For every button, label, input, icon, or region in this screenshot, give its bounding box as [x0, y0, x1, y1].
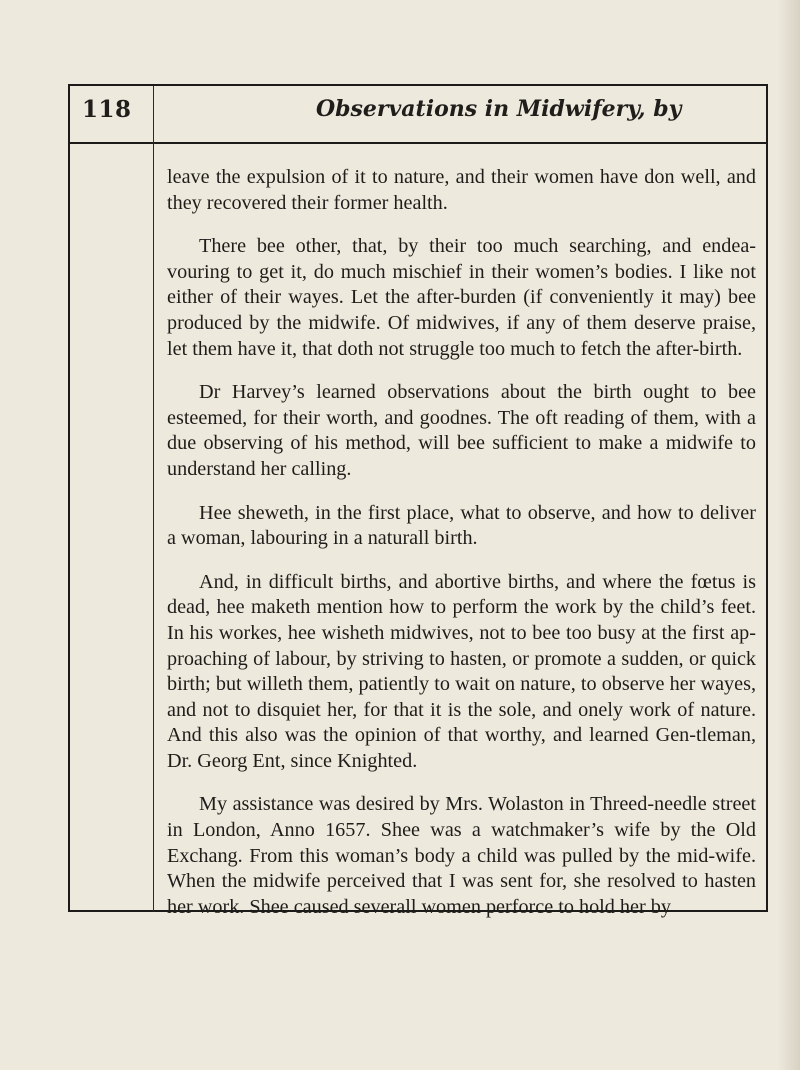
- header-separator: [153, 86, 154, 142]
- top-frame-rule: [68, 84, 768, 86]
- paragraph: Dr Harvey’s learned observations about the birth ought to bee esteemed, for their worth, and goodnes. The oft reading of them, with a due observing of his method, will bee sufficient to make a midwife to understand her calling.: [167, 381, 756, 480]
- left-frame-rule: [68, 84, 70, 912]
- paragraph: There bee other, that, by their too much searching, and endea-vouring to get it, do much mischief in their women’s bodies. I like not either of their wayes. Let the after-burden (if conveniently it may) bee produced by the midwife. Of midwives, if any of them deserve praise, let them have it, that doth not struggle too much to fetch the after-birth.: [167, 235, 756, 360]
- paragraph: leave the expulsion of it to nature, and their women have don well, and they recovered their former health.: [167, 166, 756, 214]
- header-rule: [68, 142, 768, 144]
- page-edge-shadow: [778, 0, 800, 1070]
- page-number: 118: [82, 96, 132, 123]
- running-title: Observations in Midwifery, by: [316, 96, 682, 122]
- paragraph: My assistance was desired by Mrs. Wolaston in Threed-needle street in London, Anno 1657. Shee was a watchmaker’s wife by the Old Exchang. From this woman’s body a child was pulled by the mid-wife. When the midwife perceived that I was sent for, she resolved to hasten her work. Shee caused severall women perforce to hold her by: [167, 793, 756, 918]
- paragraph: Hee sheweth, in the first place, what to observe, and how to deliver a woman, labouring in a naturall birth.: [167, 501, 756, 550]
- right-frame-rule: [766, 84, 768, 912]
- paragraph: And, in difficult births, and abortive births, and where the fœtus is dead, hee maketh mention how to perform the work by the child’s feet. In his workes, hee wisheth midwives, not to bee too busy at the first ap-proaching of labour, by striving to hasten, or promote a sudden, or quick birth; but willeth them, patiently to wait on nature, to observe her wayes, and not to disquiet her, for that it is the sole, and onely work of nature. And this also was the opinion of that worthy, and learned Gen-tleman, Dr. Georg Ent, since Knighted.: [167, 570, 756, 772]
- margin-column-rule: [153, 142, 154, 912]
- body-text: [167, 165, 756, 938]
